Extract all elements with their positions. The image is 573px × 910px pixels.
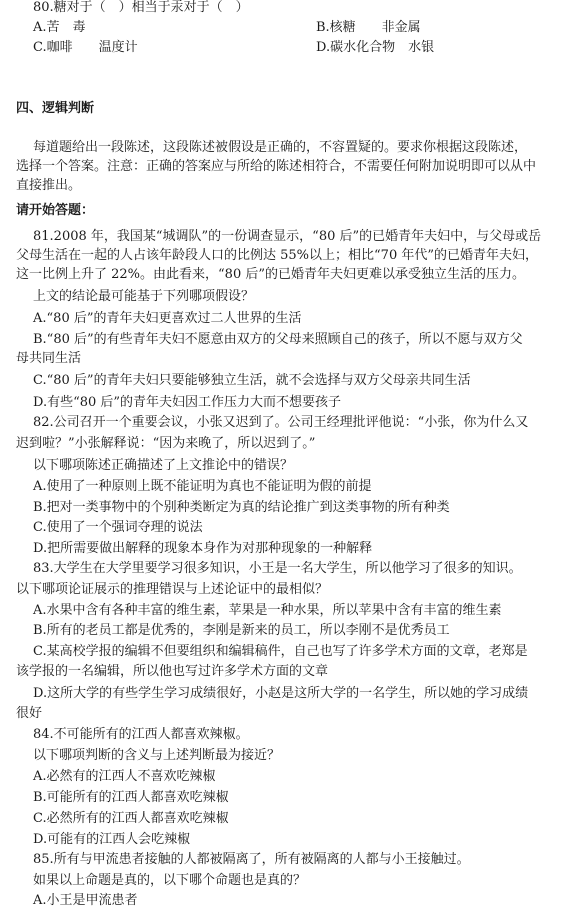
q81-question: 上文的结论最可能基于下列哪项假设？ (33, 289, 255, 304)
q83-option-c: C.某高校学报的编辑不但要组织和编辑稿件，自己也写了许多学术方面的文章，老郑是 (33, 644, 528, 659)
q83-option-d: D.这所大学的有些学生学习成绩很好，小赵是这所大学的一名学生，所以她的学习成绩 (33, 686, 529, 701)
q82-question: 以下哪项陈述正确描述了上文推论中的错误？ (33, 458, 294, 473)
q83-line-2: 以下哪项论证展示的推理错误与上述论证中的最相似？ (16, 582, 329, 597)
q80-option-c: C.咖啡 温度计 (33, 40, 138, 55)
section-intro-line-1: 每道题给出一段陈述，这段陈述被假设是正确的，不容置疑的。要求你根据这段陈述， (33, 140, 528, 155)
q81-option-d: D.有些“80 后”的青年夫妇因工作压力大而不想要孩子 (33, 395, 342, 410)
section-title: 四、逻辑判断 (16, 101, 95, 116)
q82-line-1: 82.公司召开一个重要会议，小张又迟到了。公司王经理批评他说：“小张，你为什么又 (33, 415, 529, 430)
q83-option-a: A.水果中含有各种丰富的维生素，苹果是一种水果，所以苹果中含有丰富的维生素 (33, 603, 502, 618)
q84-option-b: B.可能所有的江西人都喜欢吃辣椒 (33, 790, 229, 805)
q83-option-b: B.所有的老员工都是优秀的，李刚是新来的员工，所以李刚不是优秀员工 (33, 623, 450, 638)
q81-line-3: 这一比例上升了 22%。由此看来，“80 后”的已婚青年夫妇更难以承受独立生活的压力。 (16, 267, 525, 282)
q84-line-1: 84.不可能所有的江西人都喜欢辣椒。 (33, 727, 249, 742)
q82-option-b: B.把对一类事物中的个别种类断定为真的结论推广到这类事物的所有种类 (33, 500, 450, 515)
q84-question: 以下哪项判断的含义与上述判断最为接近？ (33, 748, 281, 763)
q81-line-2: 父母生活在一起的人占该年龄段人口的比例达 55%以上；相比“70 年代”的已婚青年夫妇， (16, 248, 538, 263)
q80-option-b: B.核糖 非金属 (316, 20, 421, 35)
q84-option-c: C.必然所有的江西人都喜欢吃辣椒 (33, 811, 229, 826)
q82-line-2: 迟到啦？”小张解释说：“因为来晚了，所以迟到了。” (16, 436, 316, 451)
start-label: 请开始答题： (16, 203, 95, 218)
q85-option-a: A.小王是甲流患者 (33, 893, 138, 908)
q82-option-d: D.把所需要做出解释的现象本身作为对那种现象的一种解释 (33, 541, 373, 556)
q81-line-1: 81.2008 年，我国某“城调队”的一份调查显示，“80 后”的已婚青年夫妇中，与父母或岳 (33, 229, 542, 244)
q84-option-d: D.可能有的江西人会吃辣椒 (33, 832, 191, 847)
q80-option-a: A.苦 毒 (33, 20, 86, 35)
q83-option-d-cont: 很好 (16, 706, 43, 721)
q85-line-1: 85.所有与甲流患者接触的人都被隔离了，所有被隔离的人都与小王接触过。 (33, 852, 470, 867)
section-intro-line-2: 选择一个答案。注意：正确的答案应与所给的陈述相符合，不需要任何附加说明即可以从中 (16, 159, 537, 174)
q81-option-b: B.“80 后”的有些青年夫妇不愿意由双方的父母来照顾自己的孩子，所以不愿与双方父 (33, 332, 523, 347)
q84-option-a: A.必然有的江西人不喜欢吃辣椒 (33, 769, 216, 784)
q80-option-d: D.碳水化合物 水银 (316, 40, 435, 55)
q82-option-c: C.使用了一个强词夺理的说法 (33, 520, 203, 535)
q81-option-b-cont: 母共同生活 (16, 351, 82, 366)
q81-option-c: C.“80 后”的青年夫妇只要能够独立生活，就不会选择与双方父母亲共同生活 (33, 373, 471, 388)
q83-line-1: 83.大学生在大学里要学习很多知识，小王是一名大学生，所以他学习了很多的知识。 (33, 561, 522, 576)
q83-option-c-cont: 该学报的一名编辑，所以他也写过许多学术方面的文章 (16, 664, 329, 679)
q82-option-a: A.使用了一种原则上既不能证明为真也不能证明为假的前提 (33, 479, 372, 494)
q85-question: 如果以上命题是真的，以下哪个命题也是真的？ (33, 873, 307, 888)
q80-stem: 80.糖对于（ ）相当于汞对于（ ） (33, 0, 249, 15)
q81-option-a: A.“80 后”的青年夫妇更喜欢过二人世界的生活 (33, 311, 302, 326)
section-intro-line-3: 直接推出。 (16, 178, 82, 193)
